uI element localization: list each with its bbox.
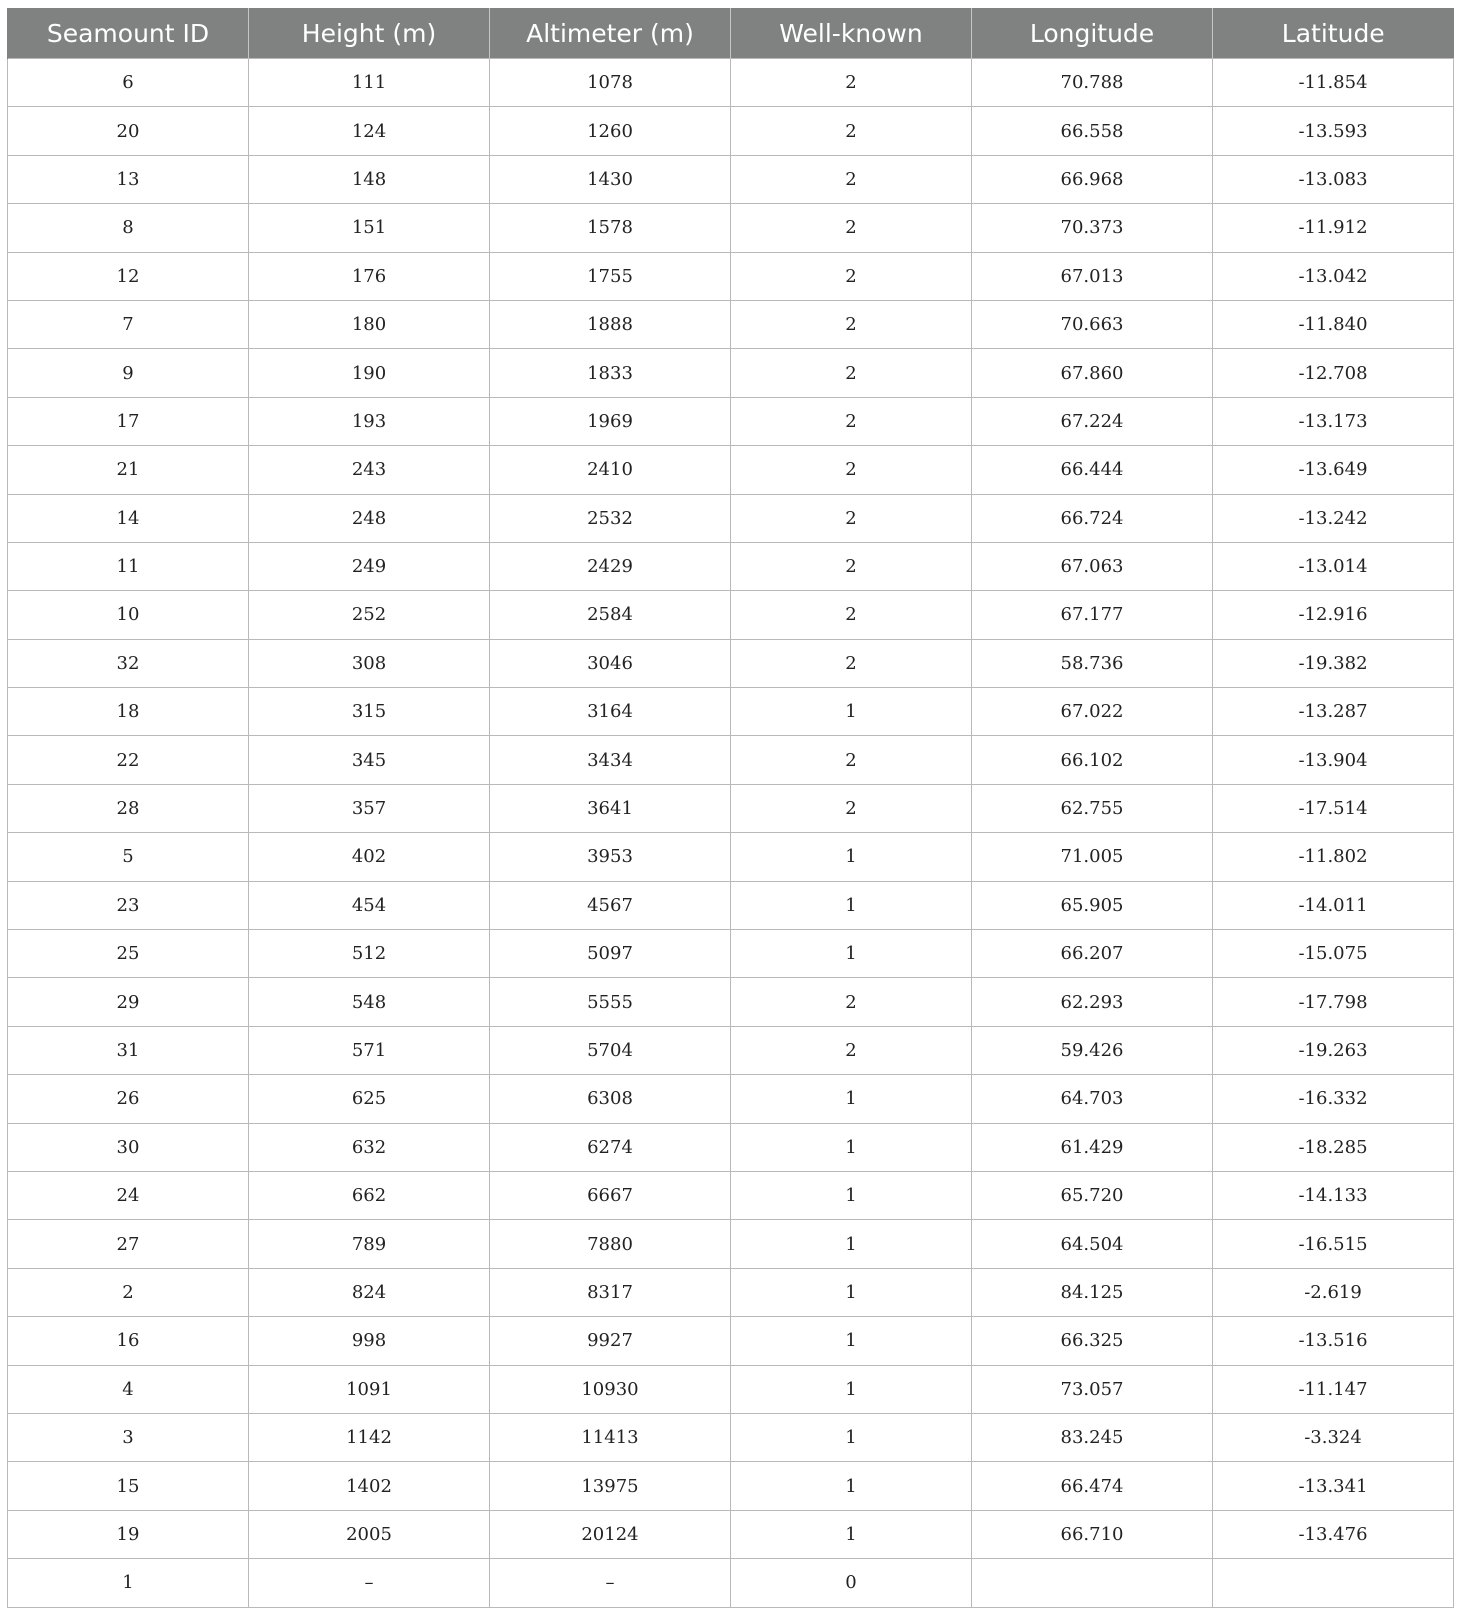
cell-altimeter: 5704 xyxy=(490,1026,731,1074)
cell-altimeter: 8317 xyxy=(490,1268,731,1316)
cell-longitude: 59.426 xyxy=(972,1026,1213,1074)
cell-longitude: 67.063 xyxy=(972,542,1213,590)
cell-latitude: -17.798 xyxy=(1213,978,1454,1026)
cell-seamount-id: 31 xyxy=(8,1026,249,1074)
cell-latitude: -15.075 xyxy=(1213,930,1454,978)
table-row xyxy=(8,446,1454,494)
cell-seamount-id: 32 xyxy=(8,639,249,687)
cell-latitude: -16.332 xyxy=(1213,1075,1454,1123)
cell-well-known: 1 xyxy=(731,1171,972,1219)
table-row xyxy=(8,1026,1454,1074)
cell-well-known: 1 xyxy=(731,1075,972,1123)
cell-latitude: -13.904 xyxy=(1213,736,1454,784)
cell-altimeter: 3434 xyxy=(490,736,731,784)
cell-height: 252 xyxy=(249,591,490,639)
table-row xyxy=(8,1365,1454,1413)
cell-seamount-id: 20 xyxy=(8,107,249,155)
cell-longitude: 83.245 xyxy=(972,1413,1213,1461)
cell-seamount-id: 5 xyxy=(8,833,249,881)
seamount-table-container xyxy=(7,8,1453,1608)
cell-height: 124 xyxy=(249,107,490,155)
cell-longitude: 64.703 xyxy=(972,1075,1213,1123)
cell-height: 632 xyxy=(249,1123,490,1171)
cell-latitude: -13.287 xyxy=(1213,688,1454,736)
cell-height: 625 xyxy=(249,1075,490,1123)
cell-height: 190 xyxy=(249,349,490,397)
cell-seamount-id: 1 xyxy=(8,1559,249,1607)
cell-seamount-id: 3 xyxy=(8,1413,249,1461)
table-row xyxy=(8,542,1454,590)
cell-altimeter: 3641 xyxy=(490,784,731,832)
table-row xyxy=(8,1413,1454,1461)
cell-longitude: 66.968 xyxy=(972,155,1213,203)
cell-latitude: -11.802 xyxy=(1213,833,1454,881)
cell-height: 148 xyxy=(249,155,490,203)
cell-well-known: 2 xyxy=(731,639,972,687)
table-row xyxy=(8,881,1454,929)
cell-latitude: -11.854 xyxy=(1213,59,1454,107)
table-row xyxy=(8,833,1454,881)
cell-height: 193 xyxy=(249,397,490,445)
cell-seamount-id: 30 xyxy=(8,1123,249,1171)
cell-altimeter: 6308 xyxy=(490,1075,731,1123)
cell-latitude: -13.476 xyxy=(1213,1510,1454,1558)
cell-height: 1142 xyxy=(249,1413,490,1461)
cell-latitude xyxy=(1213,1559,1454,1607)
cell-seamount-id: 25 xyxy=(8,930,249,978)
cell-well-known: 1 xyxy=(731,1413,972,1461)
cell-longitude: 62.293 xyxy=(972,978,1213,1026)
cell-height: 2005 xyxy=(249,1510,490,1558)
cell-well-known: 2 xyxy=(731,300,972,348)
table-row xyxy=(8,736,1454,784)
table-row xyxy=(8,591,1454,639)
cell-longitude: 67.224 xyxy=(972,397,1213,445)
header-row xyxy=(8,8,1454,59)
cell-altimeter: 3164 xyxy=(490,688,731,736)
cell-height: 1091 xyxy=(249,1365,490,1413)
cell-well-known: 1 xyxy=(731,1220,972,1268)
table-row xyxy=(8,59,1454,107)
cell-seamount-id: 6 xyxy=(8,59,249,107)
cell-well-known: 2 xyxy=(731,736,972,784)
cell-latitude: -11.840 xyxy=(1213,300,1454,348)
cell-height: 248 xyxy=(249,494,490,542)
cell-seamount-id: 12 xyxy=(8,252,249,300)
cell-seamount-id: 2 xyxy=(8,1268,249,1316)
cell-longitude: 64.504 xyxy=(972,1220,1213,1268)
cell-altimeter: 3046 xyxy=(490,639,731,687)
cell-well-known: 2 xyxy=(731,59,972,107)
cell-longitude: 61.429 xyxy=(972,1123,1213,1171)
cell-latitude: -14.011 xyxy=(1213,881,1454,929)
cell-well-known: 2 xyxy=(731,591,972,639)
cell-seamount-id: 27 xyxy=(8,1220,249,1268)
table-row xyxy=(8,1075,1454,1123)
cell-well-known: 2 xyxy=(731,446,972,494)
table-row xyxy=(8,1559,1454,1607)
cell-height: 243 xyxy=(249,446,490,494)
cell-longitude xyxy=(972,1559,1213,1607)
table-row xyxy=(8,494,1454,542)
header-seamount-id: Seamount ID xyxy=(8,8,249,59)
table-row xyxy=(8,639,1454,687)
cell-seamount-id: 9 xyxy=(8,349,249,397)
cell-longitude: 66.207 xyxy=(972,930,1213,978)
cell-seamount-id: 17 xyxy=(8,397,249,445)
table-row xyxy=(8,1171,1454,1219)
cell-latitude: -17.514 xyxy=(1213,784,1454,832)
cell-seamount-id: 15 xyxy=(8,1462,249,1510)
cell-altimeter: 5555 xyxy=(490,978,731,1026)
cell-latitude: -13.014 xyxy=(1213,542,1454,590)
cell-seamount-id: 23 xyxy=(8,881,249,929)
cell-latitude: -3.324 xyxy=(1213,1413,1454,1461)
cell-altimeter: 11413 xyxy=(490,1413,731,1461)
header-height: Height (m) xyxy=(249,8,490,59)
cell-altimeter: 2584 xyxy=(490,591,731,639)
cell-altimeter: 1833 xyxy=(490,349,731,397)
table-row xyxy=(8,1123,1454,1171)
cell-latitude: -19.382 xyxy=(1213,639,1454,687)
cell-latitude: -12.708 xyxy=(1213,349,1454,397)
cell-altimeter: 1578 xyxy=(490,204,731,252)
cell-well-known: 1 xyxy=(731,1365,972,1413)
cell-height: 571 xyxy=(249,1026,490,1074)
table-row xyxy=(8,252,1454,300)
cell-altimeter: 2532 xyxy=(490,494,731,542)
cell-seamount-id: 7 xyxy=(8,300,249,348)
cell-well-known: 1 xyxy=(731,1510,972,1558)
table-row xyxy=(8,688,1454,736)
cell-height: 151 xyxy=(249,204,490,252)
cell-height: 1402 xyxy=(249,1462,490,1510)
cell-seamount-id: 28 xyxy=(8,784,249,832)
cell-well-known: 1 xyxy=(731,688,972,736)
cell-altimeter: 9927 xyxy=(490,1317,731,1365)
cell-seamount-id: 29 xyxy=(8,978,249,1026)
cell-latitude: -14.133 xyxy=(1213,1171,1454,1219)
cell-seamount-id: 14 xyxy=(8,494,249,542)
table-row xyxy=(8,107,1454,155)
cell-longitude: 65.720 xyxy=(972,1171,1213,1219)
cell-well-known: 1 xyxy=(731,1268,972,1316)
cell-seamount-id: 19 xyxy=(8,1510,249,1558)
cell-longitude: 84.125 xyxy=(972,1268,1213,1316)
cell-longitude: 70.373 xyxy=(972,204,1213,252)
table-row xyxy=(8,397,1454,445)
cell-longitude: 65.905 xyxy=(972,881,1213,929)
header-latitude: Latitude xyxy=(1213,8,1454,59)
cell-height: 345 xyxy=(249,736,490,784)
cell-height: 662 xyxy=(249,1171,490,1219)
cell-seamount-id: 10 xyxy=(8,591,249,639)
cell-latitude: -11.147 xyxy=(1213,1365,1454,1413)
cell-height: 180 xyxy=(249,300,490,348)
cell-height: 176 xyxy=(249,252,490,300)
cell-altimeter: 1969 xyxy=(490,397,731,445)
cell-height: 249 xyxy=(249,542,490,590)
cell-latitude: -13.341 xyxy=(1213,1462,1454,1510)
cell-height: – xyxy=(249,1559,490,1607)
cell-seamount-id: 16 xyxy=(8,1317,249,1365)
cell-altimeter: 1888 xyxy=(490,300,731,348)
cell-latitude: -13.242 xyxy=(1213,494,1454,542)
table-row xyxy=(8,155,1454,203)
cell-altimeter: 1078 xyxy=(490,59,731,107)
cell-longitude: 58.736 xyxy=(972,639,1213,687)
table-row xyxy=(8,1510,1454,1558)
cell-seamount-id: 22 xyxy=(8,736,249,784)
cell-longitude: 66.474 xyxy=(972,1462,1213,1510)
cell-well-known: 2 xyxy=(731,204,972,252)
cell-height: 402 xyxy=(249,833,490,881)
cell-well-known: 1 xyxy=(731,881,972,929)
cell-height: 315 xyxy=(249,688,490,736)
cell-altimeter: 5097 xyxy=(490,930,731,978)
cell-latitude: -13.173 xyxy=(1213,397,1454,445)
table-row xyxy=(8,1220,1454,1268)
cell-longitude: 73.057 xyxy=(972,1365,1213,1413)
table-row xyxy=(8,930,1454,978)
cell-well-known: 1 xyxy=(731,833,972,881)
cell-well-known: 1 xyxy=(731,1462,972,1510)
cell-latitude: -13.516 xyxy=(1213,1317,1454,1365)
cell-well-known: 2 xyxy=(731,1026,972,1074)
cell-latitude: -2.619 xyxy=(1213,1268,1454,1316)
cell-longitude: 70.788 xyxy=(972,59,1213,107)
table-row xyxy=(8,978,1454,1026)
cell-latitude: -13.042 xyxy=(1213,252,1454,300)
table-row xyxy=(8,349,1454,397)
cell-altimeter: 10930 xyxy=(490,1365,731,1413)
cell-longitude: 67.022 xyxy=(972,688,1213,736)
cell-altimeter: 1260 xyxy=(490,107,731,155)
cell-longitude: 70.663 xyxy=(972,300,1213,348)
cell-latitude: -19.263 xyxy=(1213,1026,1454,1074)
cell-seamount-id: 13 xyxy=(8,155,249,203)
cell-longitude: 66.724 xyxy=(972,494,1213,542)
table-header xyxy=(8,8,1454,59)
cell-altimeter: 2429 xyxy=(490,542,731,590)
cell-well-known: 2 xyxy=(731,107,972,155)
table-body xyxy=(8,59,1454,1608)
table-row xyxy=(8,1462,1454,1510)
cell-height: 512 xyxy=(249,930,490,978)
cell-well-known: 2 xyxy=(731,155,972,203)
table-row xyxy=(8,1268,1454,1316)
cell-well-known: 2 xyxy=(731,784,972,832)
cell-height: 357 xyxy=(249,784,490,832)
cell-well-known: 2 xyxy=(731,349,972,397)
cell-well-known: 1 xyxy=(731,1123,972,1171)
cell-longitude: 66.325 xyxy=(972,1317,1213,1365)
cell-longitude: 66.710 xyxy=(972,1510,1213,1558)
cell-well-known: 2 xyxy=(731,542,972,590)
header-altimeter: Altimeter (m) xyxy=(490,8,731,59)
cell-height: 789 xyxy=(249,1220,490,1268)
cell-latitude: -11.912 xyxy=(1213,204,1454,252)
cell-well-known: 2 xyxy=(731,252,972,300)
cell-well-known: 0 xyxy=(731,1559,972,1607)
cell-altimeter: 7880 xyxy=(490,1220,731,1268)
cell-height: 548 xyxy=(249,978,490,1026)
cell-altimeter: 13975 xyxy=(490,1462,731,1510)
cell-longitude: 66.102 xyxy=(972,736,1213,784)
cell-well-known: 1 xyxy=(731,1317,972,1365)
cell-longitude: 67.177 xyxy=(972,591,1213,639)
cell-height: 824 xyxy=(249,1268,490,1316)
cell-latitude: -12.916 xyxy=(1213,591,1454,639)
cell-altimeter: 2410 xyxy=(490,446,731,494)
header-longitude: Longitude xyxy=(972,8,1213,59)
cell-longitude: 71.005 xyxy=(972,833,1213,881)
cell-well-known: 1 xyxy=(731,930,972,978)
cell-longitude: 67.013 xyxy=(972,252,1213,300)
cell-altimeter: 4567 xyxy=(490,881,731,929)
cell-height: 998 xyxy=(249,1317,490,1365)
table-row xyxy=(8,784,1454,832)
header-well-known: Well-known xyxy=(731,8,972,59)
cell-altimeter: 6667 xyxy=(490,1171,731,1219)
cell-height: 308 xyxy=(249,639,490,687)
cell-seamount-id: 21 xyxy=(8,446,249,494)
cell-seamount-id: 26 xyxy=(8,1075,249,1123)
cell-longitude: 67.860 xyxy=(972,349,1213,397)
cell-latitude: -18.285 xyxy=(1213,1123,1454,1171)
cell-seamount-id: 8 xyxy=(8,204,249,252)
cell-altimeter: – xyxy=(490,1559,731,1607)
cell-seamount-id: 4 xyxy=(8,1365,249,1413)
cell-well-known: 2 xyxy=(731,494,972,542)
cell-altimeter: 20124 xyxy=(490,1510,731,1558)
cell-well-known: 2 xyxy=(731,397,972,445)
cell-altimeter: 3953 xyxy=(490,833,731,881)
cell-longitude: 66.444 xyxy=(972,446,1213,494)
cell-altimeter: 6274 xyxy=(490,1123,731,1171)
table-row xyxy=(8,300,1454,348)
cell-height: 111 xyxy=(249,59,490,107)
cell-latitude: -13.083 xyxy=(1213,155,1454,203)
cell-longitude: 62.755 xyxy=(972,784,1213,832)
cell-seamount-id: 11 xyxy=(8,542,249,590)
table-row xyxy=(8,1317,1454,1365)
cell-latitude: -13.593 xyxy=(1213,107,1454,155)
seamount-table xyxy=(7,8,1454,1608)
cell-seamount-id: 18 xyxy=(8,688,249,736)
cell-altimeter: 1430 xyxy=(490,155,731,203)
cell-altimeter: 1755 xyxy=(490,252,731,300)
cell-seamount-id: 24 xyxy=(8,1171,249,1219)
cell-well-known: 2 xyxy=(731,978,972,1026)
cell-height: 454 xyxy=(249,881,490,929)
table-row xyxy=(8,204,1454,252)
cell-latitude: -13.649 xyxy=(1213,446,1454,494)
cell-longitude: 66.558 xyxy=(972,107,1213,155)
cell-latitude: -16.515 xyxy=(1213,1220,1454,1268)
